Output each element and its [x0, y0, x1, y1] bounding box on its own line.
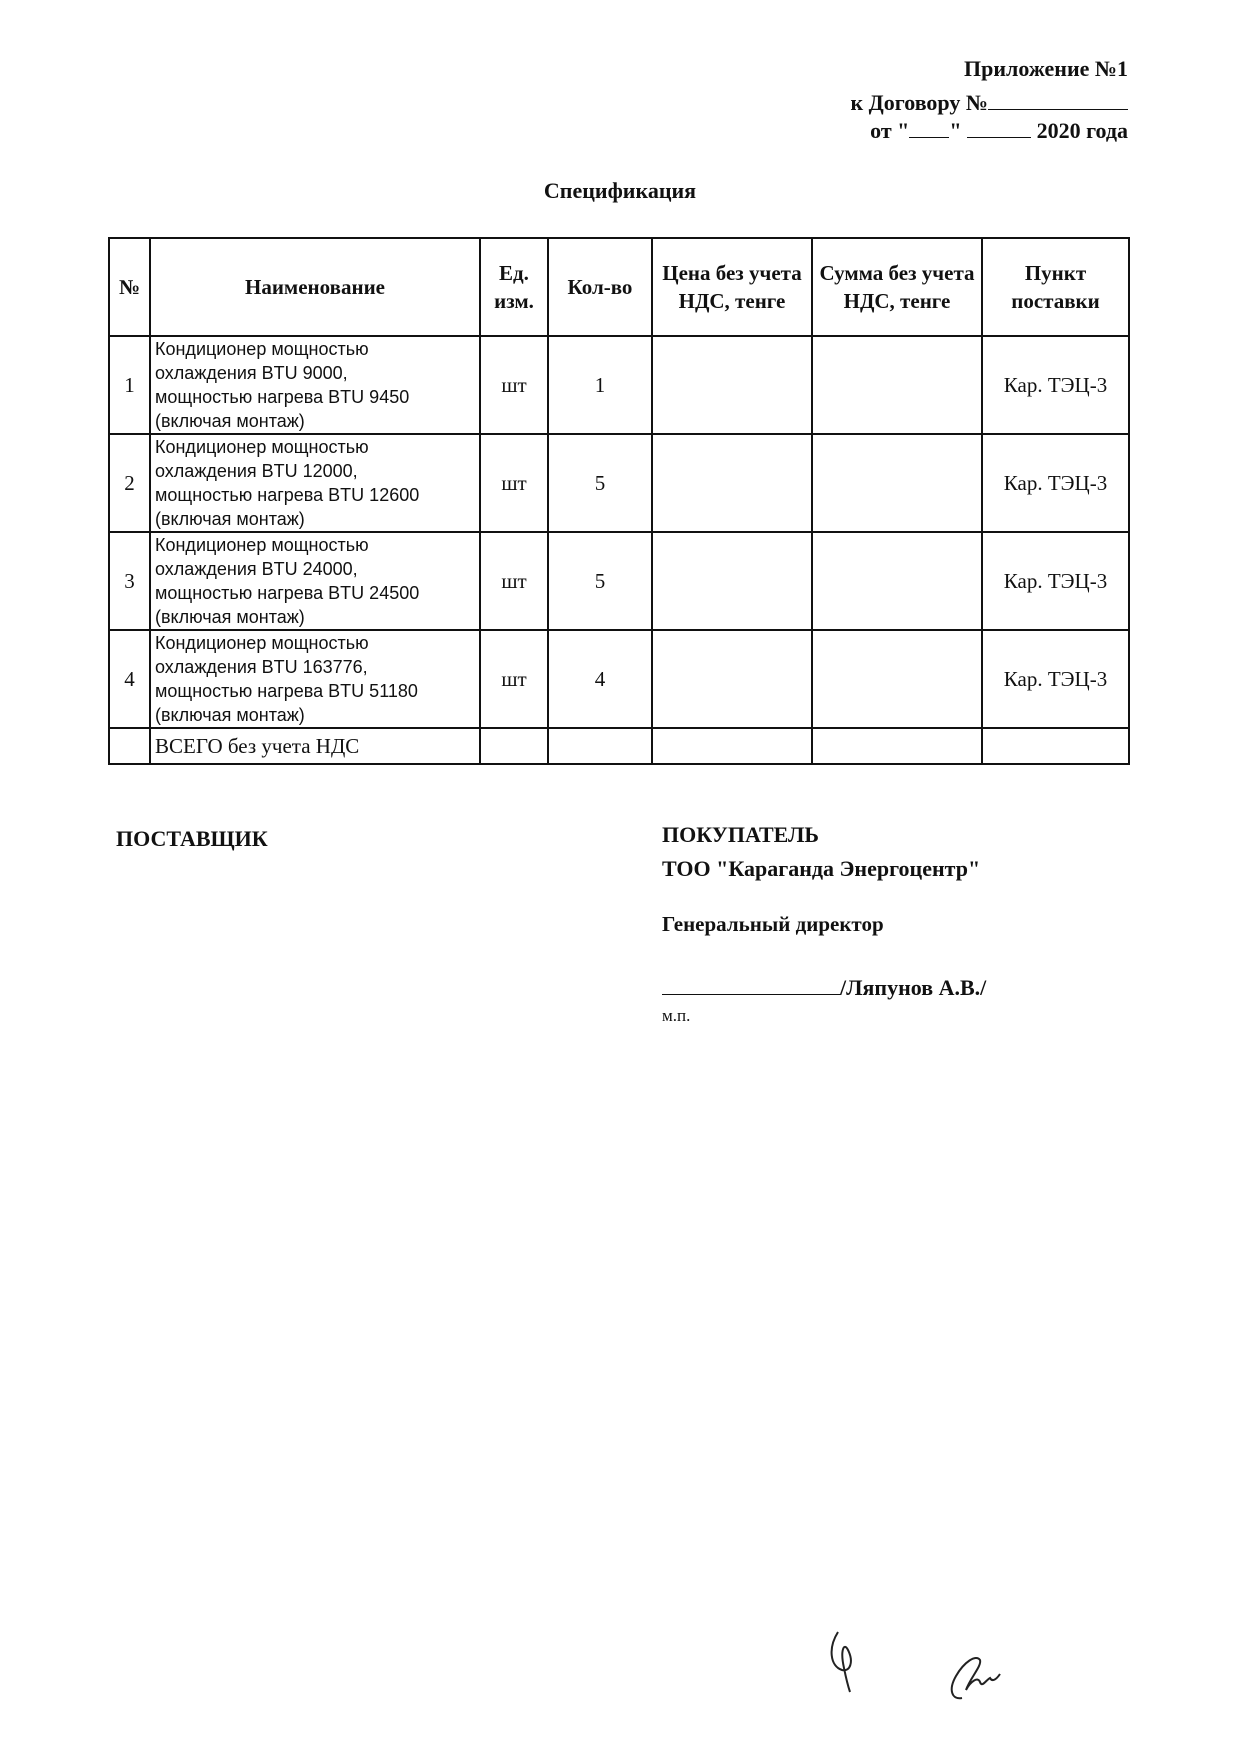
col-header-price: Цена без учета НДС, тенге — [652, 238, 812, 336]
item-price — [652, 434, 812, 532]
appendix-label: Приложение №1 — [964, 56, 1128, 81]
item-unit: шт — [480, 532, 548, 630]
item-name-line: (включая монтаж) — [155, 607, 305, 627]
item-name-line: Кондиционер мощностью — [155, 339, 369, 359]
item-name-line: Кондиционер мощностью — [155, 633, 369, 653]
item-unit: шт — [480, 336, 548, 434]
item-name — [150, 630, 480, 728]
item-sum — [812, 630, 982, 728]
item-delivery-point: Кар. ТЭЦ-3 — [982, 630, 1129, 728]
item-unit: шт — [480, 630, 548, 728]
item-name — [150, 336, 480, 434]
item-sum — [812, 532, 982, 630]
buyer-label: ПОКУПАТЕЛЬ — [662, 822, 819, 847]
total-sum-cell — [812, 728, 982, 764]
item-name — [150, 434, 480, 532]
item-name-line: охлаждения BTU 163776, — [155, 657, 368, 677]
item-qty: 5 — [548, 532, 652, 630]
table-row — [109, 532, 1129, 630]
date-prefix: от " — [870, 118, 910, 143]
buyer-position: Генеральный директор — [662, 912, 884, 936]
row-number: 2 — [109, 434, 150, 532]
item-name-line: Кондиционер мощностью — [155, 535, 369, 555]
item-price — [652, 336, 812, 434]
item-name-line: мощностью нагрева BTU 12600 — [155, 485, 420, 505]
table-row — [109, 630, 1129, 728]
item-qty: 1 — [548, 336, 652, 434]
item-sum — [812, 336, 982, 434]
item-name — [150, 532, 480, 630]
stamp-place-label: м.п. — [662, 1006, 691, 1025]
item-qty: 5 — [548, 434, 652, 532]
date-suffix: 2020 года — [1036, 118, 1128, 143]
item-name-line: (включая монтаж) — [155, 705, 305, 725]
item-price — [652, 630, 812, 728]
total-unit-cell — [480, 728, 548, 764]
signature-blank — [662, 972, 840, 995]
buyer-company: ТОО "Караганда Энергоцентр" — [662, 856, 981, 881]
contract-prefix: к Договору № — [850, 90, 988, 115]
supplier-label: ПОСТАВЩИК — [116, 826, 268, 851]
item-qty: 4 — [548, 630, 652, 728]
contract-number-blank — [988, 89, 1128, 110]
table-row — [109, 336, 1129, 434]
specification-table — [108, 237, 1130, 765]
item-delivery-point: Кар. ТЭЦ-3 — [982, 336, 1129, 434]
table-header-row — [109, 238, 1129, 336]
total-price-cell — [652, 728, 812, 764]
table-row — [109, 434, 1129, 532]
total-qty-cell — [548, 728, 652, 764]
total-number-cell — [109, 728, 150, 764]
item-price — [652, 532, 812, 630]
item-name-line: мощностью нагрева BTU 9450 — [155, 387, 410, 407]
month-blank — [967, 117, 1031, 138]
item-name-line: (включая монтаж) — [155, 509, 305, 529]
signature-line — [662, 972, 986, 1001]
col-header-qty: Кол-во — [548, 238, 652, 336]
item-sum — [812, 434, 982, 532]
row-number: 4 — [109, 630, 150, 728]
total-point-cell — [982, 728, 1129, 764]
col-header-name: Наименование — [150, 238, 480, 336]
item-name-line: мощностью нагрева BTU 51180 — [155, 681, 418, 701]
col-header-number: № — [109, 238, 150, 336]
total-row — [109, 728, 1129, 764]
col-header-sum: Сумма без учета НДС, тенге — [812, 238, 982, 336]
document-title: Спецификация — [543, 178, 697, 203]
date-mid: " — [949, 118, 962, 143]
row-number: 1 — [109, 336, 150, 434]
item-delivery-point: Кар. ТЭЦ-3 — [982, 434, 1129, 532]
item-name-line: мощностью нагрева BTU 24500 — [155, 583, 420, 603]
row-number: 3 — [109, 532, 150, 630]
item-name-line: Кондиционер мощностью — [155, 437, 369, 457]
handwritten-initials — [820, 1620, 1020, 1710]
item-unit: шт — [480, 434, 548, 532]
col-header-unit: Ед. изм. — [480, 238, 548, 336]
day-blank — [909, 117, 949, 138]
item-delivery-point: Кар. ТЭЦ-3 — [982, 532, 1129, 630]
total-label: ВСЕГО без учета НДС — [150, 728, 480, 764]
item-name-line: охлаждения BTU 24000, — [155, 559, 358, 579]
signatory-name: /Ляпунов А.В./ — [840, 975, 987, 1000]
item-name-line: (включая монтаж) — [155, 411, 305, 431]
col-header-delivery-point: Пункт поставки — [982, 238, 1129, 336]
buyer-block — [662, 818, 980, 886]
item-name-line: охлаждения BTU 12000, — [155, 461, 358, 481]
item-name-line: охлаждения BTU 9000, — [155, 363, 348, 383]
contract-date-line — [870, 114, 1128, 148]
